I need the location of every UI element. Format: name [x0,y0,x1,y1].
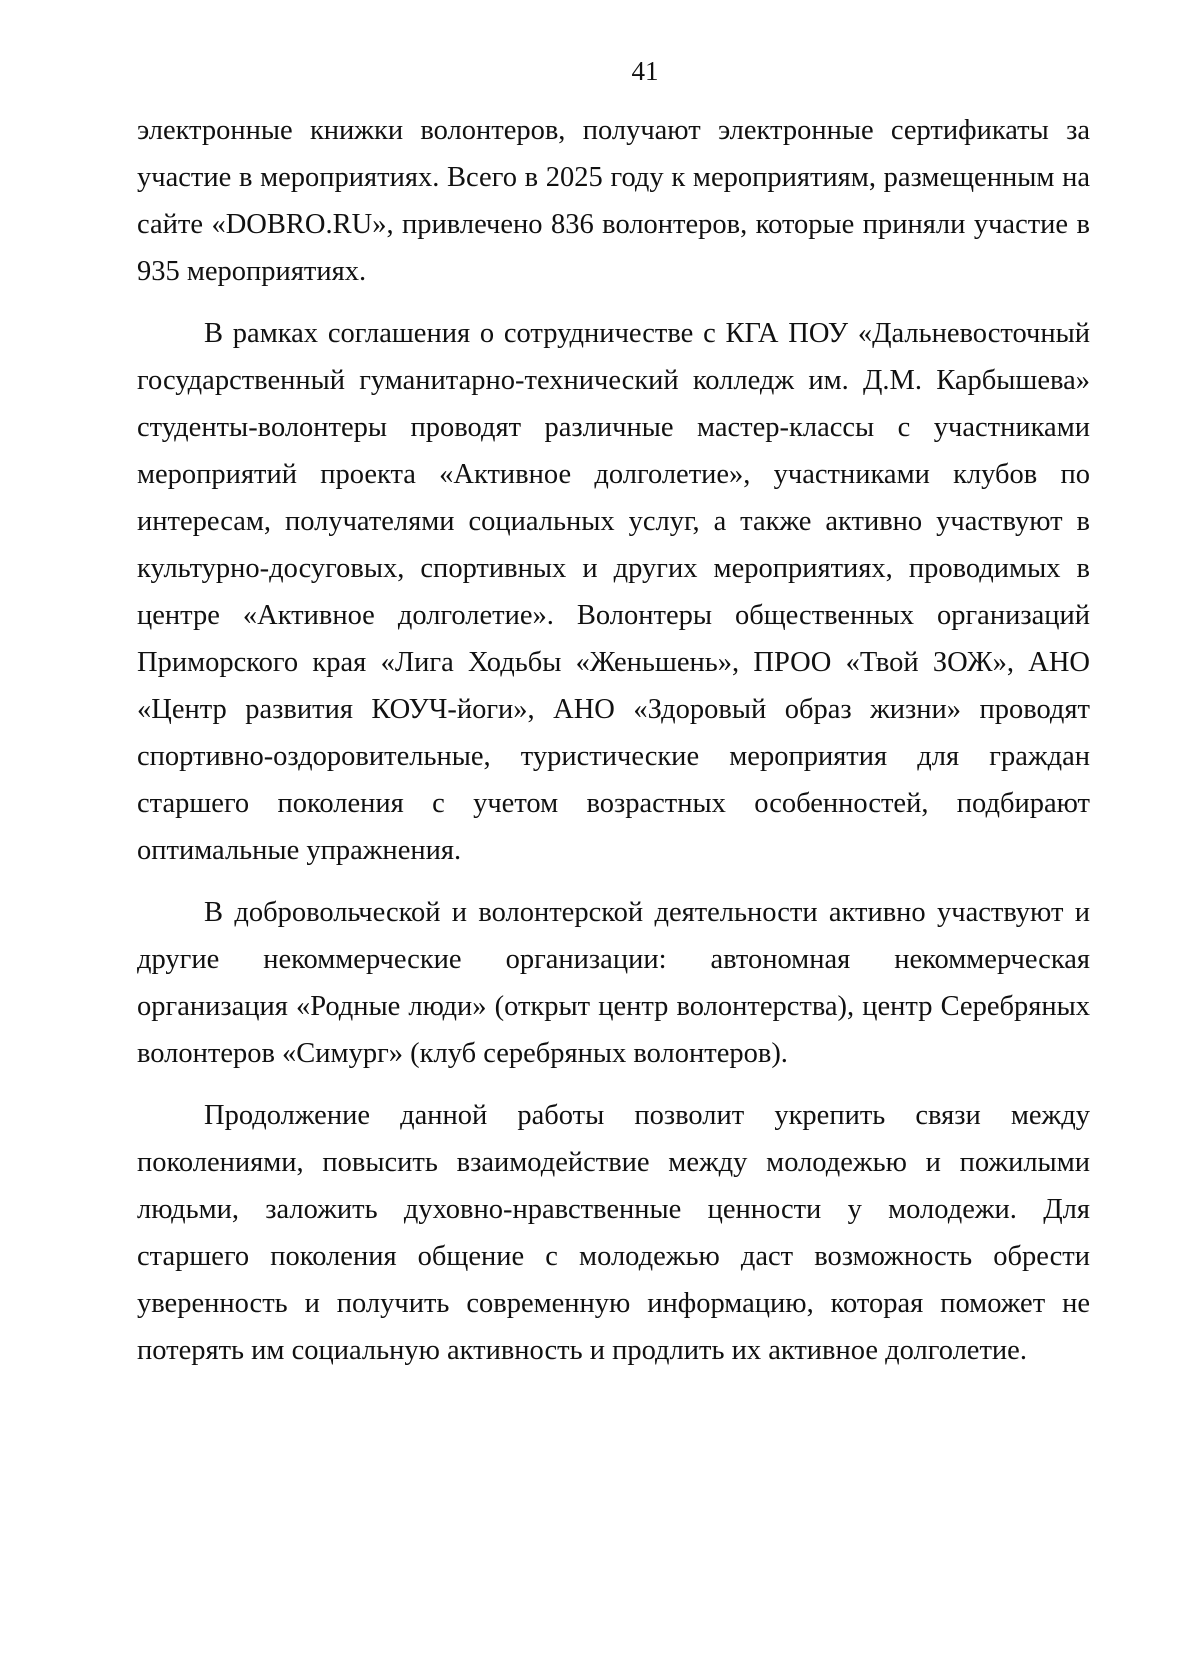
paragraph-conclusion: Продолжение данной работы позволит укрепить связи между поколениями, повысить взаимодействие между молодежью и пожилыми людьми, заложить духовно-нравственные ценности у молодежи. Для старшего поколения общение с молодежью даст возможность обрести уверенность и получить современную информацию, которая поможет не потерять им социальную активность и продлить их активное долголетие. [137,1100,1090,1366]
paragraph-college-agreement: В рамках соглашения о сотрудничестве с КГА ПОУ «Дальневосточный государственный гуманитарно-технический колледж им. Д.М. Карбышева» студенты-волонтеры проводят различные мастер-классы с участниками мероприятий проекта «Активное долголетие», участниками клубов по интересам, получателями социальных услуг, а также активно участвуют в культурно-досуговых, спортивных и других мероприятиях, проводимых в центре «Активное долголетие». Волонтеры общественных организаций Приморского края «Лига Ходьбы «Женьшень», ПРОО «Твой ЗОЖ», АНО «Центр развития КОУЧ-йоги», АНО «Здоровый образ жизни» проводят спортивно-оздоровительные, туристические мероприятия для граждан старшего поколения с учетом возрастных особенностей, подбирают оптимальные упражнения. [137,318,1090,866]
paragraph-nonprofit-organizations: В добровольческой и волонтерской деятельности активно участвуют и другие некоммерческие организации: автономная некоммерческая организация «Родные люди» (открыт центр волонтерства), центр Серебряных волонтеров «Симург» (клуб серебряных волонтеров). [137,897,1090,1069]
page-number: 41 [631,56,659,86]
paragraph-volunteer-books: электронные книжки волонтеров, получают электронные сертификаты за участие в мероприятиях. Всего в 2025 году к мероприятиям, размещенным на сайте «DOBRO.RU», привлечено 836 волонтеров, которые приняли участие в 935 мероприятиях. [137,115,1090,287]
body-text [137,107,1090,1389]
